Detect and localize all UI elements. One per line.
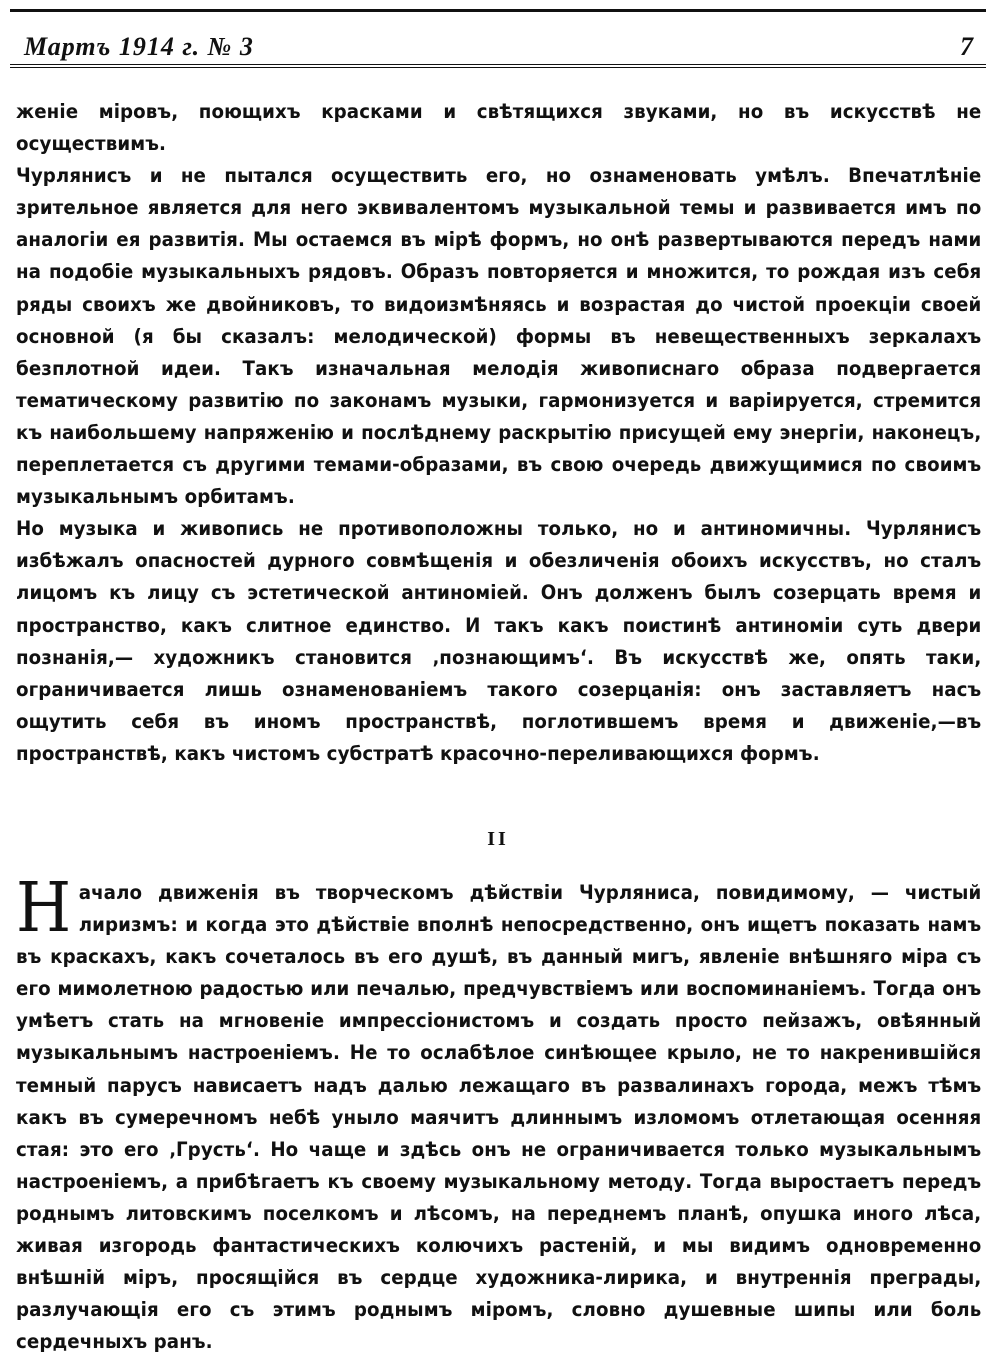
body-text-top [16,96,981,770]
running-header [24,32,974,62]
paragraph-text: ачало движенія въ творческомъ дѣйствіи Чурляниса, повидимому, — чистый лиризмъ: и когда это дѣйствіе вполнѣ непосредственно, онъ ищетъ показать намъ въ краскахъ, какъ сочеталось въ его душѣ, въ данный мигъ, явленіе внѣшняго міра съ его мимолетною радостью или печалью, предчувствіемъ или воспоминаніемъ. Тогда онъ умѣетъ стать на мгновеніе импрессіонистомъ и создать просто пейзажъ, овѣянный музыкальнымъ настроеніемъ. Не то ослабѣлое синѣющее крыло, не то накренившійся темный парусъ нависаетъ надъ далью лежащаго въ развалинахъ города, межъ тѣмъ какъ въ сумеречномъ небѣ уныло маячитъ длиннымъ изломомъ отлетающая осенняя стая: это его ‚Грусть‘. Но чаще и здѣсь онъ не ограничивается только музыкальнымъ настроеніемъ, а прибѣгаетъ къ своему музыкальному методу. Тогда выростаетъ передъ роднымъ литовскимъ поселкомъ и лѣсомъ, на переднемъ планѣ, опушка иного лѣса, живая изгородь фантастическихъ колючихъ растеній, и мы видимъ одновременно внѣшній міръ, просящійся въ сердце художника-лирика, и внутреннія преграды, разлучающія его съ этимъ роднымъ міромъ, словно душевные шипы или боль сердечныхъ ранъ. [16,881,982,1354]
section-number: II [487,828,509,850]
header-rule [10,64,986,68]
body-text-bottom [16,869,982,1358]
paragraph: Чурлянисъ и не пытался осуществить его, но ознаменовать умѣлъ. Впечатлѣніе зрительное является для него эквивалентомъ музыкальной темы и развивается имъ по аналогіи ея развитія. Мы остаемся въ мірѣ формъ, но онѣ развертываются передъ нами на подобіе музыкальныхъ рядовъ. Образъ повторяется и множится, то рождая изъ себя ряды своихъ же двойниковъ, то видоизмѣняясь и возрастая до чистой проекціи своей основной (я бы сказалъ: мелодической) формы въ невещественныхъ зеркалахъ безплотной идеи. Такъ изначальная мелодія живописнаго образа подвергается тематическому развитію по законамъ музыки, гармонизуется и варіируется, стремится къ наибольшему напряженію и послѣднему раскрытію присущей ему энергіи, наконецъ, переплетается съ другими темами-образами, въ свою очередь движущимися по своимъ музыкальнымъ орбитамъ. [16,164,982,509]
top-rule [10,9,986,12]
paragraph: Но музыка и живопись не противоположны только, но и антиномичны. Чурлянисъ избѣжалъ опасностей дурного совмѣщенія и обезличенія обоихъ искусствъ, но сталъ лицомъ къ лицу съ эстетической антиноміей. Онъ долженъ былъ созерцать время и пространство, какъ слитное единство. И такъ какъ поистинѣ антиноміи суть двери познанія,— художникъ становится ‚познающимъ‘. Въ искусствѣ же, опять таки, ограничивается лишь ознаменованіемъ такого созерцанія: онъ заставляетъ насъ ощутить себя въ иномъ пространствѣ, поглотившемъ время и движеніе,—въ пространствѣ, какъ чистомъ субстратѣ красочно-переливающихся формъ. [16,517,982,765]
paragraph [16,869,982,1358]
page-number: 7 [960,32,974,61]
drop-cap: Н [16,869,72,948]
paragraph: женіе міровъ, поющихъ красками и свѣтящихся звуками, но въ искусствѣ не осуществимъ. [16,100,982,156]
issue-label: Мартъ 1914 г. № 3 [24,32,254,61]
